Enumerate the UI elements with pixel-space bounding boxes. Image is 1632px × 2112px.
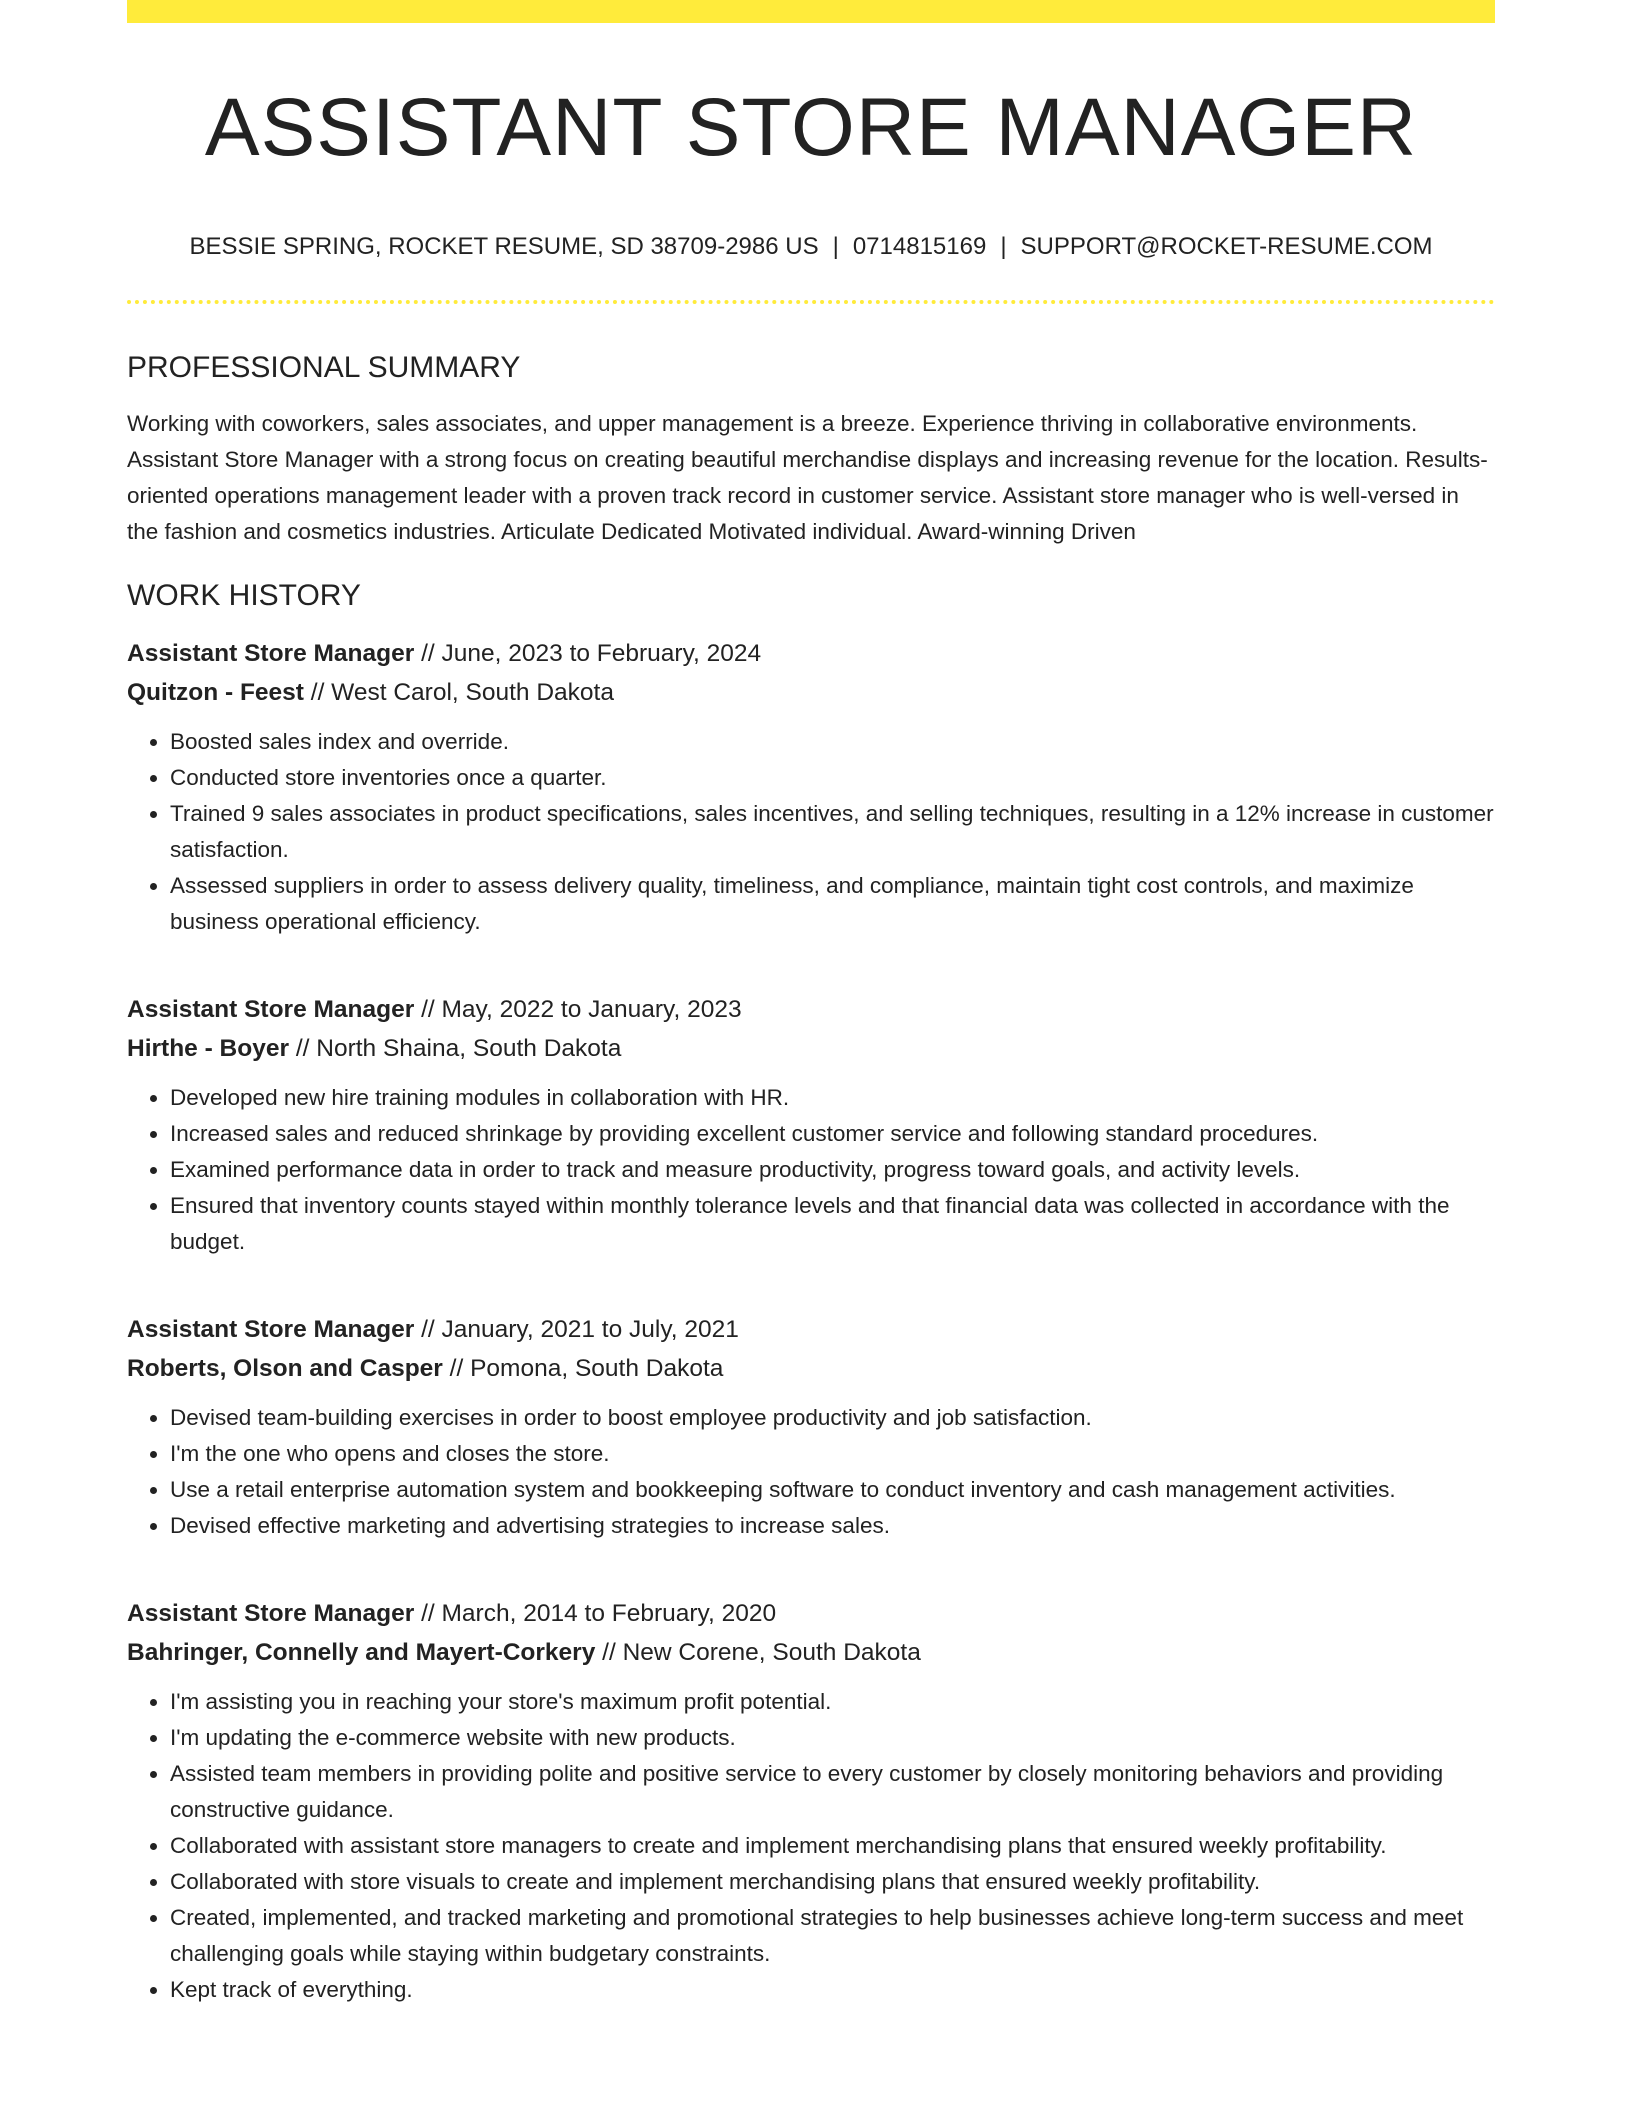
job-bullet: • Ensured that inventory counts stayed within monthly tolerance levels and that financial data was collected in accordance with the budget.	[170, 1188, 1495, 1260]
job-company-line	[127, 1633, 1495, 1672]
job-company-line	[127, 1029, 1495, 1068]
job-title: Assistant Store Manager	[127, 995, 415, 1023]
job-dates: // March, 2014 to February, 2020	[421, 1599, 777, 1627]
work-history-heading: WORK HISTORY	[127, 578, 361, 612]
job-bullet: • I'm updating the e-commerce website with new products.	[170, 1720, 1495, 1756]
job-bullets	[127, 1684, 1495, 2008]
job-title: Assistant Store Manager	[127, 1599, 415, 1627]
resume-title: ASSISTANT STORE MANAGER	[204, 82, 1418, 173]
job-title-line	[127, 634, 1495, 673]
job-bullet: • Increased sales and reduced shrinkage by providing excellent customer service and following standard procedures.	[170, 1116, 1495, 1152]
job-bullet: • I'm the one who opens and closes the store.	[170, 1436, 1495, 1472]
job-bullet: • Assisted team members in providing polite and positive service to every customer by closely monitoring behaviors and providing constructive guidance.	[170, 1756, 1495, 1828]
job-title-line	[127, 1594, 1495, 1633]
job-bullet: • Devised team-building exercises in order to boost employee productivity and job satisfaction.	[170, 1400, 1495, 1436]
job-dates: // May, 2022 to January, 2023	[421, 995, 742, 1023]
job-bullet: • I'm assisting you in reaching your store's maximum profit potential.	[170, 1684, 1495, 1720]
summary-heading: PROFESSIONAL SUMMARY	[127, 350, 521, 384]
job-bullet: • Trained 9 sales associates in product specifications, sales incentives, and selling techniques, resulting in a 12% increase in customer satisfaction.	[170, 796, 1495, 868]
job-bullet: • Use a retail enterprise automation system and bookkeeping software to conduct inventory and cash management activities.	[170, 1472, 1495, 1508]
job-company-line	[127, 673, 1495, 712]
job-bullet: • Developed new hire training modules in collaboration with HR.	[170, 1080, 1495, 1116]
job-bullet: • Boosted sales index and override.	[170, 724, 1495, 760]
job-bullets	[127, 1080, 1495, 1260]
job-bullet: • Examined performance data in order to track and measure productivity, progress toward goals, and activity levels.	[170, 1152, 1495, 1188]
job-location: // North Shaina, South Dakota	[295, 1034, 622, 1062]
job-title: Assistant Store Manager	[127, 639, 415, 667]
job-bullet: • Assessed suppliers in order to assess delivery quality, timeliness, and compliance, maintain tight cost controls, and maximize business operational efficiency.	[170, 868, 1495, 940]
contact-separator: |	[832, 233, 839, 261]
job-location: // West Carol, South Dakota	[310, 678, 614, 706]
job-bullet: • Collaborated with assistant store managers to create and implement merchandising plans that ensured weekly profitability.	[170, 1828, 1495, 1864]
job-entry	[127, 634, 1495, 940]
job-title-line	[127, 1310, 1495, 1349]
work-history-list	[127, 634, 1495, 2008]
dotted-divider	[127, 300, 1495, 304]
job-bullet: • Conducted store inventories once a quarter.	[170, 760, 1495, 796]
job-dates: // June, 2023 to February, 2024	[421, 639, 762, 667]
job-location: // Pomona, South Dakota	[449, 1354, 724, 1382]
job-company: Bahringer, Connelly and Mayert-Corkery	[127, 1638, 596, 1666]
top-accent-bar	[127, 0, 1495, 23]
job-bullet: • Kept track of everything.	[170, 1972, 1495, 2008]
contact-phone: 0714815169	[852, 233, 987, 261]
job-bullet: • Devised effective marketing and advertising strategies to increase sales.	[170, 1508, 1495, 1544]
summary-text: Working with coworkers, sales associates, and upper management is a breeze. Experience thriving in collaborative environments. Assistant Store Manager with a strong focus on creating beautiful merchandise displays and increasing revenue for the location. Results-oriented operations management leader with a proven track record in customer service. Assistant store manager who is well-versed in the fashion and cosmetics industries. Articulate Dedicated Motivated individual. Award-winning Driven	[127, 410, 1488, 544]
resume-page	[127, 0, 1495, 2008]
job-company: Quitzon - Feest	[127, 678, 304, 706]
job-bullets	[127, 724, 1495, 940]
contact-address: BESSIE SPRING, ROCKET RESUME, SD 38709-2986 US	[189, 233, 819, 261]
contact-separator: |	[1000, 233, 1007, 261]
job-location: // New Corene, South Dakota	[602, 1638, 921, 1666]
job-bullets	[127, 1400, 1495, 1544]
job-dates: // January, 2021 to July, 2021	[421, 1315, 739, 1343]
job-company: Roberts, Olson and Casper	[127, 1354, 443, 1382]
contact-email: SUPPORT@ROCKET-RESUME.COM	[1020, 233, 1433, 261]
job-company: Hirthe - Boyer	[127, 1034, 290, 1062]
job-title: Assistant Store Manager	[127, 1315, 415, 1343]
job-entry	[127, 1310, 1495, 1544]
job-entry	[127, 1594, 1495, 2008]
contact-line	[127, 233, 1495, 262]
job-company-line	[127, 1349, 1495, 1388]
job-title-line	[127, 990, 1495, 1029]
job-entry	[127, 990, 1495, 1260]
job-bullet: • Created, implemented, and tracked marketing and promotional strategies to help businesses achieve long-term success and meet challenging goals while staying within budgetary constraints.	[170, 1900, 1495, 1972]
job-bullet: • Collaborated with store visuals to create and implement merchandising plans that ensured weekly profitability.	[170, 1864, 1495, 1900]
